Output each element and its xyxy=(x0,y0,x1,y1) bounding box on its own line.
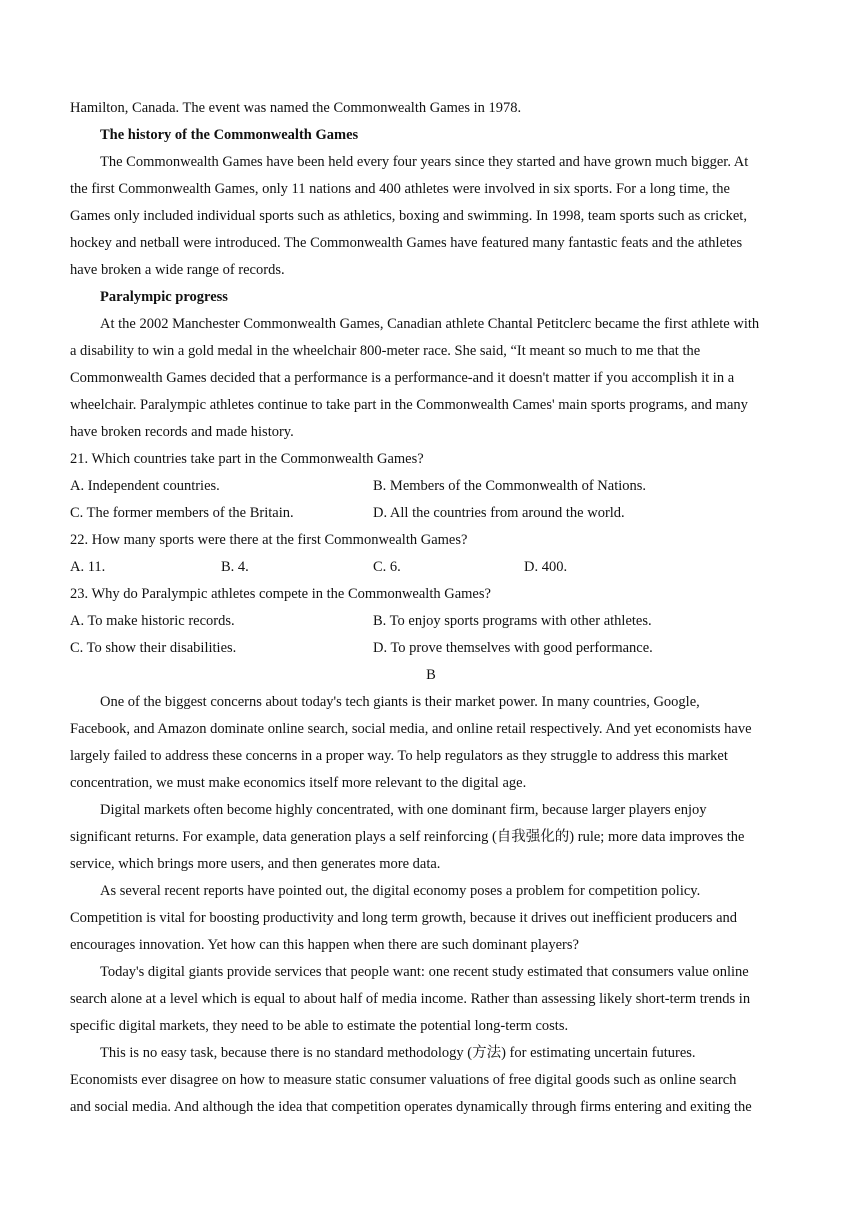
question-22-option-c: C. 6. xyxy=(373,559,401,575)
question-22-stem: 22. How many sports were there at the first Commonwealth Games? xyxy=(70,532,468,548)
paralympic-line: a disability to win a gold medal in the wheelchair 800-meter race. She said, “It meant so much to me that the xyxy=(70,343,701,359)
question-23-option-c: C. To show their disabilities. xyxy=(70,640,237,656)
question-21-options-row-2 xyxy=(70,500,792,527)
document-page xyxy=(70,95,792,1121)
question-23-stem: 23. Why do Paralympic athletes compete in the Commonwealth Games? xyxy=(70,586,491,602)
section-b-paragraph-4-line: search alone at a level which is equal to about half of media income. Rather than assessing likely short-term trends in xyxy=(70,991,751,1007)
history-line: Games only included individual sports such as athletics, boxing and swimming. In 1998, team sports such as cricket, xyxy=(70,208,747,224)
section-b-paragraph-3-line: As several recent reports have pointed out, the digital economy poses a problem for competition policy. xyxy=(100,883,701,899)
history-line: have broken a wide range of records. xyxy=(70,262,285,278)
passage-a-intro-line: Hamilton, Canada. The event was named the Commonwealth Games in 1978. xyxy=(70,100,522,116)
paralympic-heading: Paralympic progress xyxy=(100,289,228,305)
section-b-paragraph-5-line: Economists ever disagree on how to measure static consumer valuations of free digital goods such as online search xyxy=(70,1072,737,1088)
section-b-paragraph-5-line: This is no easy task, because there is no standard methodology (方法) for estimating uncertain futures. xyxy=(100,1045,696,1061)
section-b-paragraph-1-line: concentration, we must make economics itself more relevant to the digital age. xyxy=(70,775,527,791)
question-21-option-b: B. Members of the Commonwealth of Nations. xyxy=(373,478,647,494)
section-b-paragraph-5-line: and social media. And although the idea that competition operates dynamically through firms entering and exiting the xyxy=(70,1099,752,1115)
section-b-paragraph-2-line: significant returns. For example, data generation plays a self reinforcing (自我强化的) rule; more data improves the xyxy=(70,829,745,845)
question-21-option-c: C. The former members of the Britain. xyxy=(70,505,294,521)
section-b-label: B xyxy=(426,667,436,683)
section-b-paragraph-1-line: Facebook, and Amazon dominate online search, social media, and online retail respectively. And yet economists have xyxy=(70,721,752,737)
section-b-paragraph-3-line: Competition is vital for boosting productivity and long term growth, because it drives out inefficient producers and xyxy=(70,910,737,926)
section-b-paragraph-4-line: specific digital markets, they need to be able to estimate the potential long-term costs. xyxy=(70,1018,569,1034)
question-23-option-d: D. To prove themselves with good performance. xyxy=(373,640,653,656)
section-b-paragraph-1-line: largely failed to address these concerns in a proper way. To help regulators as they struggle to address this market xyxy=(70,748,728,764)
history-line: hockey and netball were introduced. The Commonwealth Games have featured many fantastic feats and the athletes xyxy=(70,235,743,251)
question-23-options-row-2 xyxy=(70,635,792,662)
section-b-paragraph-3-line: encourages innovation. Yet how can this happen when there are such dominant players? xyxy=(70,937,579,953)
question-23-option-b: B. To enjoy sports programs with other athletes. xyxy=(373,613,652,629)
question-21-stem: 21. Which countries take part in the Commonwealth Games? xyxy=(70,451,424,467)
section-b-paragraph-2-line: service, which brings more users, and then generates more data. xyxy=(70,856,441,872)
history-line: the first Commonwealth Games, only 11 nations and 400 athletes were involved in six sports. For a long time, the xyxy=(70,181,730,197)
history-line: The Commonwealth Games have been held every four years since they started and have grown much bigger. At xyxy=(100,154,749,170)
question-23-option-a: A. To make historic records. xyxy=(70,613,235,629)
history-heading: The history of the Commonwealth Games xyxy=(100,127,359,143)
paralympic-line: have broken records and made history. xyxy=(70,424,294,440)
question-21-options-row-1 xyxy=(70,473,792,500)
section-b-paragraph-1-line: One of the biggest concerns about today's tech giants is their market power. In many countries, Google, xyxy=(100,694,700,710)
section-b-paragraph-2-line: Digital markets often become highly concentrated, with one dominant firm, because larger players enjoy xyxy=(100,802,707,818)
question-21-option-d: D. All the countries from around the world. xyxy=(373,505,625,521)
question-23-options-row-1 xyxy=(70,608,792,635)
paralympic-line: At the 2002 Manchester Commonwealth Games, Canadian athlete Chantal Petitclerc became the first athlete with xyxy=(100,316,760,332)
question-21-option-a: A. Independent countries. xyxy=(70,478,220,494)
question-22-option-b: B. 4. xyxy=(221,559,249,575)
question-22-option-a: A. 11. xyxy=(70,559,106,575)
paralympic-line: Commonwealth Games decided that a performance is a performance-and it doesn't matter if you accomplish it in a xyxy=(70,370,735,386)
question-22-options-row xyxy=(70,554,792,581)
paralympic-line: wheelchair. Paralympic athletes continue to take part in the Commonwealth Cames' main sports programs, and many xyxy=(70,397,748,413)
section-b-paragraph-4-line: Today's digital giants provide services that people want: one recent study estimated that consumers value online xyxy=(100,964,749,980)
question-22-option-d: D. 400. xyxy=(524,559,568,575)
